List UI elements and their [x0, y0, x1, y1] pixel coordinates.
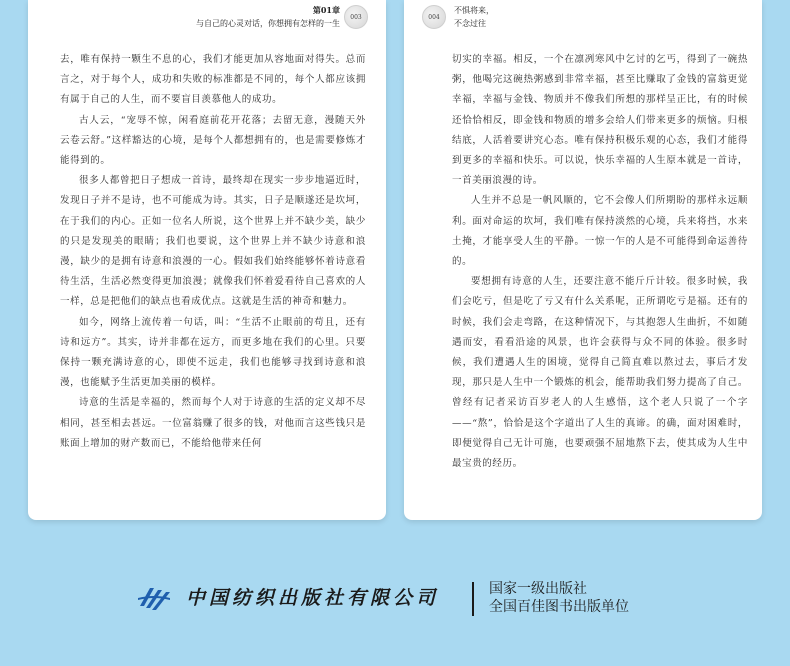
tagline-line-1: 国家一级出版社 — [489, 581, 587, 597]
paragraph: 去，唯有保持一颗生不息的心，我们才能更加从容地面对得失。总而言之，对于每个人，成功和失败的标准都是不同的，每个人都应该拥有属于自己的人生，而不要盲目羡慕他人的成功。 — [60, 54, 366, 106]
publisher-logo-icon — [136, 584, 172, 612]
chapter-subtitle: 与自己的心灵对话，你想拥有怎样的一生 — [196, 19, 340, 28]
right-page-body — [452, 50, 748, 474]
paragraph: 要想拥有诗意的人生，还要注意不能斤斤计较。很多时候，我们会吃亏，但是吃了亏又有什么关系呢，正所谓吃亏是福。还有的时候，我们会走弯路，在这种情况下，与其抱怨人生曲折，不如随遇而安，看看沿途的风景，也许会获得与众不同的体验。很多时候，我们遭遇人生的困境，觉得自己简直难以熬过去，事后才发现，那只是人生中一个锻炼的机会，能帮助我们努力提高了自己。曾经有记者采访百岁老人的人生感悟，这个老人只说了一个字——“熬”，恰恰是这个字道出了人生的真谛。的确，面对困难时，即便觉得自己无计可施，也要顽强不屈地熬下去，使其成为人生中最宝贵的经历。 — [452, 276, 748, 470]
publisher-tagline — [489, 580, 629, 616]
running-title-line-1: 不惧将来， — [454, 6, 494, 15]
left-page — [28, 0, 386, 520]
chapter-label: 第01章 — [312, 5, 340, 15]
page-number-badge: 004 — [422, 5, 446, 29]
paragraph: 人生并不总是一帆风顺的，它不会像人们所期盼的那样永远顺利。面对命运的坎坷，我们唯有保持淡然的心境，兵来将挡，水来土掩，才能享受人生的平静。一惊一乍的人是不可能得到命运善待的。 — [452, 195, 748, 268]
paragraph: 切实的幸福。相反，一个在凛冽寒风中乞讨的乞丐，得到了一碗热粥，他喝完这碗热粥感到非常幸福，甚至比赚取了金钱的富翁更觉幸福，幸福与金钱、物质并不像我们所想的那样呈正比，有的时候还恰恰相反，即金钱和物质的增多会给人们带来更多的烦恼。归根结底，人活着要讲究心态。唯有保持积极乐观的心态，我们才能得到更多的幸福和快乐。可以说，快乐幸福的人生原本就是一首诗，一首美丽浪漫的诗。 — [452, 54, 748, 187]
paragraph: 如今，网络上流传着一句话，叫：“生活不止眼前的苟且，还有诗和远方”。其实，诗并非都在远方，而更多地在我们的心里。只要保持一颗充满诗意的心，即使不远走，我们也能够寻找到诗意和浪漫，也能赋予生活更加美丽的模样。 — [60, 316, 366, 389]
paragraph: 古人云，“宠辱不惊，闲看庭前花开花落；去留无意，漫随天外云卷云舒。”这样豁达的心境，是每个人都想拥有的，也是需要修炼才能得到的。 — [60, 114, 366, 167]
paragraph: 诗意的生活是幸福的，然而每个人对于诗意的生活的定义却不尽相同，甚至相去甚远。一位富翁赚了很多的钱，对他而言这些钱只是账面上增加的财产数而已，不能给他带来任何 — [60, 397, 366, 449]
left-page-header — [196, 4, 368, 30]
running-title-line-2: 不念过往 — [454, 19, 486, 28]
right-page — [404, 0, 762, 520]
footer-divider — [472, 582, 474, 616]
publisher-footer — [0, 580, 790, 620]
tagline-line-2: 全国百佳图书出版单位 — [489, 599, 629, 615]
paragraph: 很多人都曾把日子想成一首诗，最终却在现实一步步地逼近时，发现日子并不是诗，也不可能成为诗。其实，日子是顺遂还是坎坷，在于我们的内心。正如一位名人所说，这个世界上并不缺少美，缺少的只是发现美的眼睛；我们也要说，这个世界上并不缺少诗意和浪漫，缺少的是拥有诗意和浪漫的一心。假如我们始终能够怀着诗意看待生活，生活必然变得更加浪漫；就像我们怀着爱看待自己喜欢的人一样，总是把他们的缺点也看成优点。这就是生活的神奇和魅力。 — [60, 175, 366, 308]
right-page-header — [422, 4, 494, 30]
left-page-body — [60, 50, 366, 454]
publisher-name: 中国纺织出版社有限公司 — [186, 587, 440, 609]
page-number-badge: 003 — [344, 5, 368, 29]
